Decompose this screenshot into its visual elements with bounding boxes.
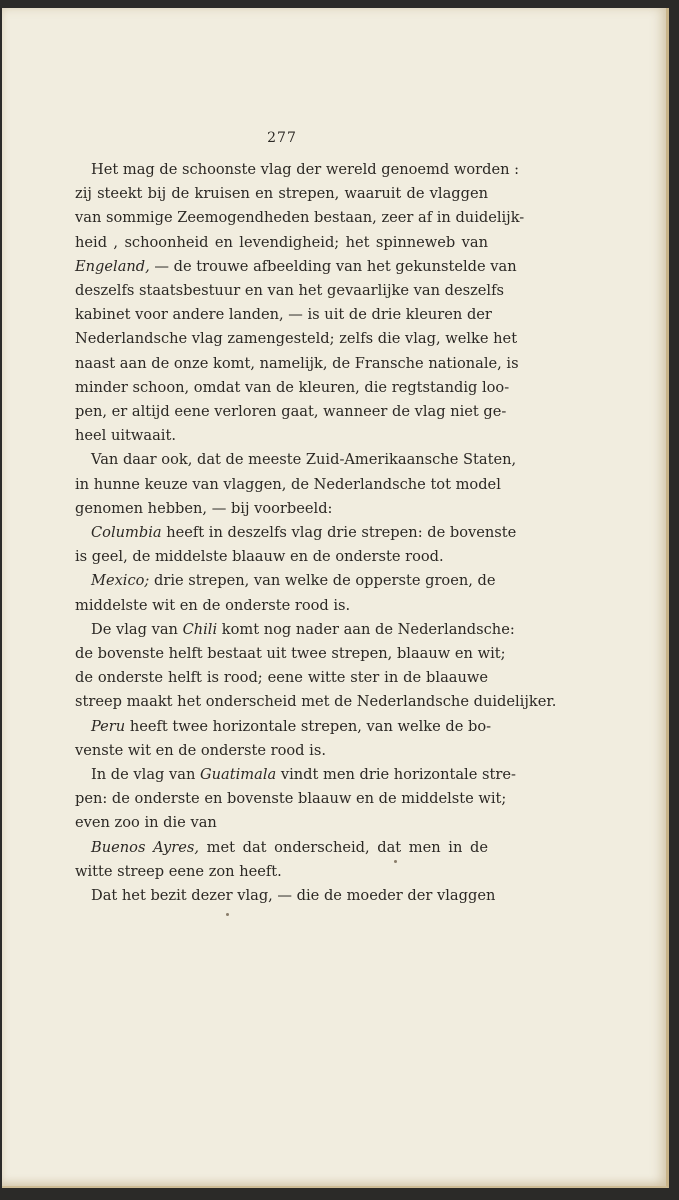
italic-name: Engeland,: [75, 257, 150, 275]
book-page: [2, 8, 669, 1188]
page-number: 277: [267, 130, 297, 146]
text-segment: vindt men drie horizontale stre-: [276, 766, 516, 784]
text-segment: pen: de onderste en bovenste blaauw en de middelste wit;: [75, 790, 507, 808]
text-line: [75, 569, 496, 593]
text-segment: is geel, de middelste blaauw en de onderste rood.: [75, 548, 444, 566]
text-segment: In de vlag van: [91, 766, 200, 784]
text-segment: deszelfs staatsbestuur en van het gevaarlijke van deszelfs: [75, 282, 504, 300]
text-segment: heeft twee horizontale strepen, van welke de bo-: [125, 717, 492, 735]
text-line: [75, 182, 488, 206]
text-segment: middelste wit en de onderste rood is.: [75, 596, 351, 614]
text-segment: komt nog nader aan de Nederlandsche:: [217, 620, 515, 638]
italic-name: Buenos Ayres,: [91, 838, 199, 856]
text-segment: zij steekt bij de kruisen en strepen, waaruit de vlaggen: [75, 185, 488, 203]
text-segment: genomen hebben, — bij voorbeeld:: [75, 499, 333, 517]
text-line: [75, 448, 517, 472]
text-segment: met dat onderscheid, dat men in de: [199, 838, 488, 856]
text-segment: pen, er altijd eene verloren gaat, wanneer de vlag niet ge-: [75, 403, 507, 421]
text-line: [75, 279, 504, 303]
text-line: [75, 206, 525, 230]
text-line: [75, 642, 506, 666]
text-line: [75, 715, 492, 739]
text-line: [75, 787, 507, 811]
text-segment: heel uitwaait.: [75, 427, 176, 445]
body-text: [75, 158, 557, 908]
text-line: [75, 352, 519, 376]
text-segment: witte streep eene zon heeft.: [75, 862, 282, 880]
text-segment: de onderste helft is rood; eene witte ster in de blaauwe: [75, 669, 488, 687]
text-line: [75, 763, 516, 787]
text-line: [75, 860, 488, 884]
text-segment: in hunne keuze van vlaggen, de Nederlandsche tot model: [75, 475, 501, 493]
text-line: [75, 739, 488, 763]
text-segment: kabinet voor andere landen, — is uit de drie kleuren der: [75, 306, 492, 324]
text-line: [75, 690, 557, 714]
text-segment: Van daar ook, dat de meeste Zuid-Amerikaansche Staten,: [91, 451, 517, 469]
text-segment: drie strepen, van welke de opperste groen, de: [149, 572, 496, 590]
text-line: [75, 400, 507, 424]
text-segment: Dat het bezit dezer vlag, — die de moeder der vlaggen: [91, 887, 496, 905]
text-segment: De vlag van: [91, 620, 183, 638]
text-segment: van sommige Zeemogendheden bestaan, zeer af in duidelijk-: [75, 209, 525, 227]
text-segment: streep maakt het onderscheid met de Nederlandsche duidelijker.: [75, 693, 557, 711]
text-line: [75, 424, 488, 448]
text-line: [75, 884, 496, 908]
ink-speck: [226, 913, 229, 916]
italic-name: Chili: [182, 620, 218, 638]
italic-name: Peru: [91, 717, 126, 735]
text-line: [75, 231, 488, 255]
text-segment: heeft in deszelfs vlag drie strepen: de bovenste: [161, 524, 517, 542]
text-line: [75, 594, 488, 618]
text-segment: even zoo in die van: [75, 814, 217, 832]
text-segment: naast aan de onze komt, namelijk, de Fransche nationale, is: [75, 354, 519, 372]
text-line: [75, 618, 515, 642]
text-segment: minder schoon, omdat van de kleuren, die regtstandig loo-: [75, 378, 510, 396]
text-segment: heid , schoonheid en levendigheid; het spinneweb van: [75, 233, 488, 251]
text-line: [75, 497, 488, 521]
text-segment: Nederlandsche vlag zamengesteld; zelfs die vlag, welke het: [75, 330, 518, 348]
ink-speck: [394, 860, 397, 863]
text-line: [75, 473, 501, 497]
text-line: [75, 327, 518, 351]
text-line: [75, 811, 488, 835]
italic-name: Guatimala: [200, 766, 277, 784]
text-line: [75, 666, 488, 690]
text-line: [75, 158, 520, 182]
text-segment: Het mag de schoonste vlag der wereld genoemd worden :: [91, 161, 520, 178]
text-line: [75, 255, 517, 279]
text-line: [75, 303, 492, 327]
text-segment: venste wit en de onderste rood is.: [75, 741, 326, 759]
text-line: [75, 521, 517, 545]
text-line: [75, 836, 488, 860]
text-segment: de bovenste helft bestaat uit twee strepen, blaauw en wit;: [75, 645, 506, 663]
text-line: [75, 545, 488, 569]
italic-name: Columbia: [91, 524, 162, 542]
italic-name: Mexico;: [91, 572, 150, 590]
text-line: [75, 376, 510, 400]
text-segment: — de trouwe afbeelding van het gekunstelde van: [149, 257, 517, 275]
